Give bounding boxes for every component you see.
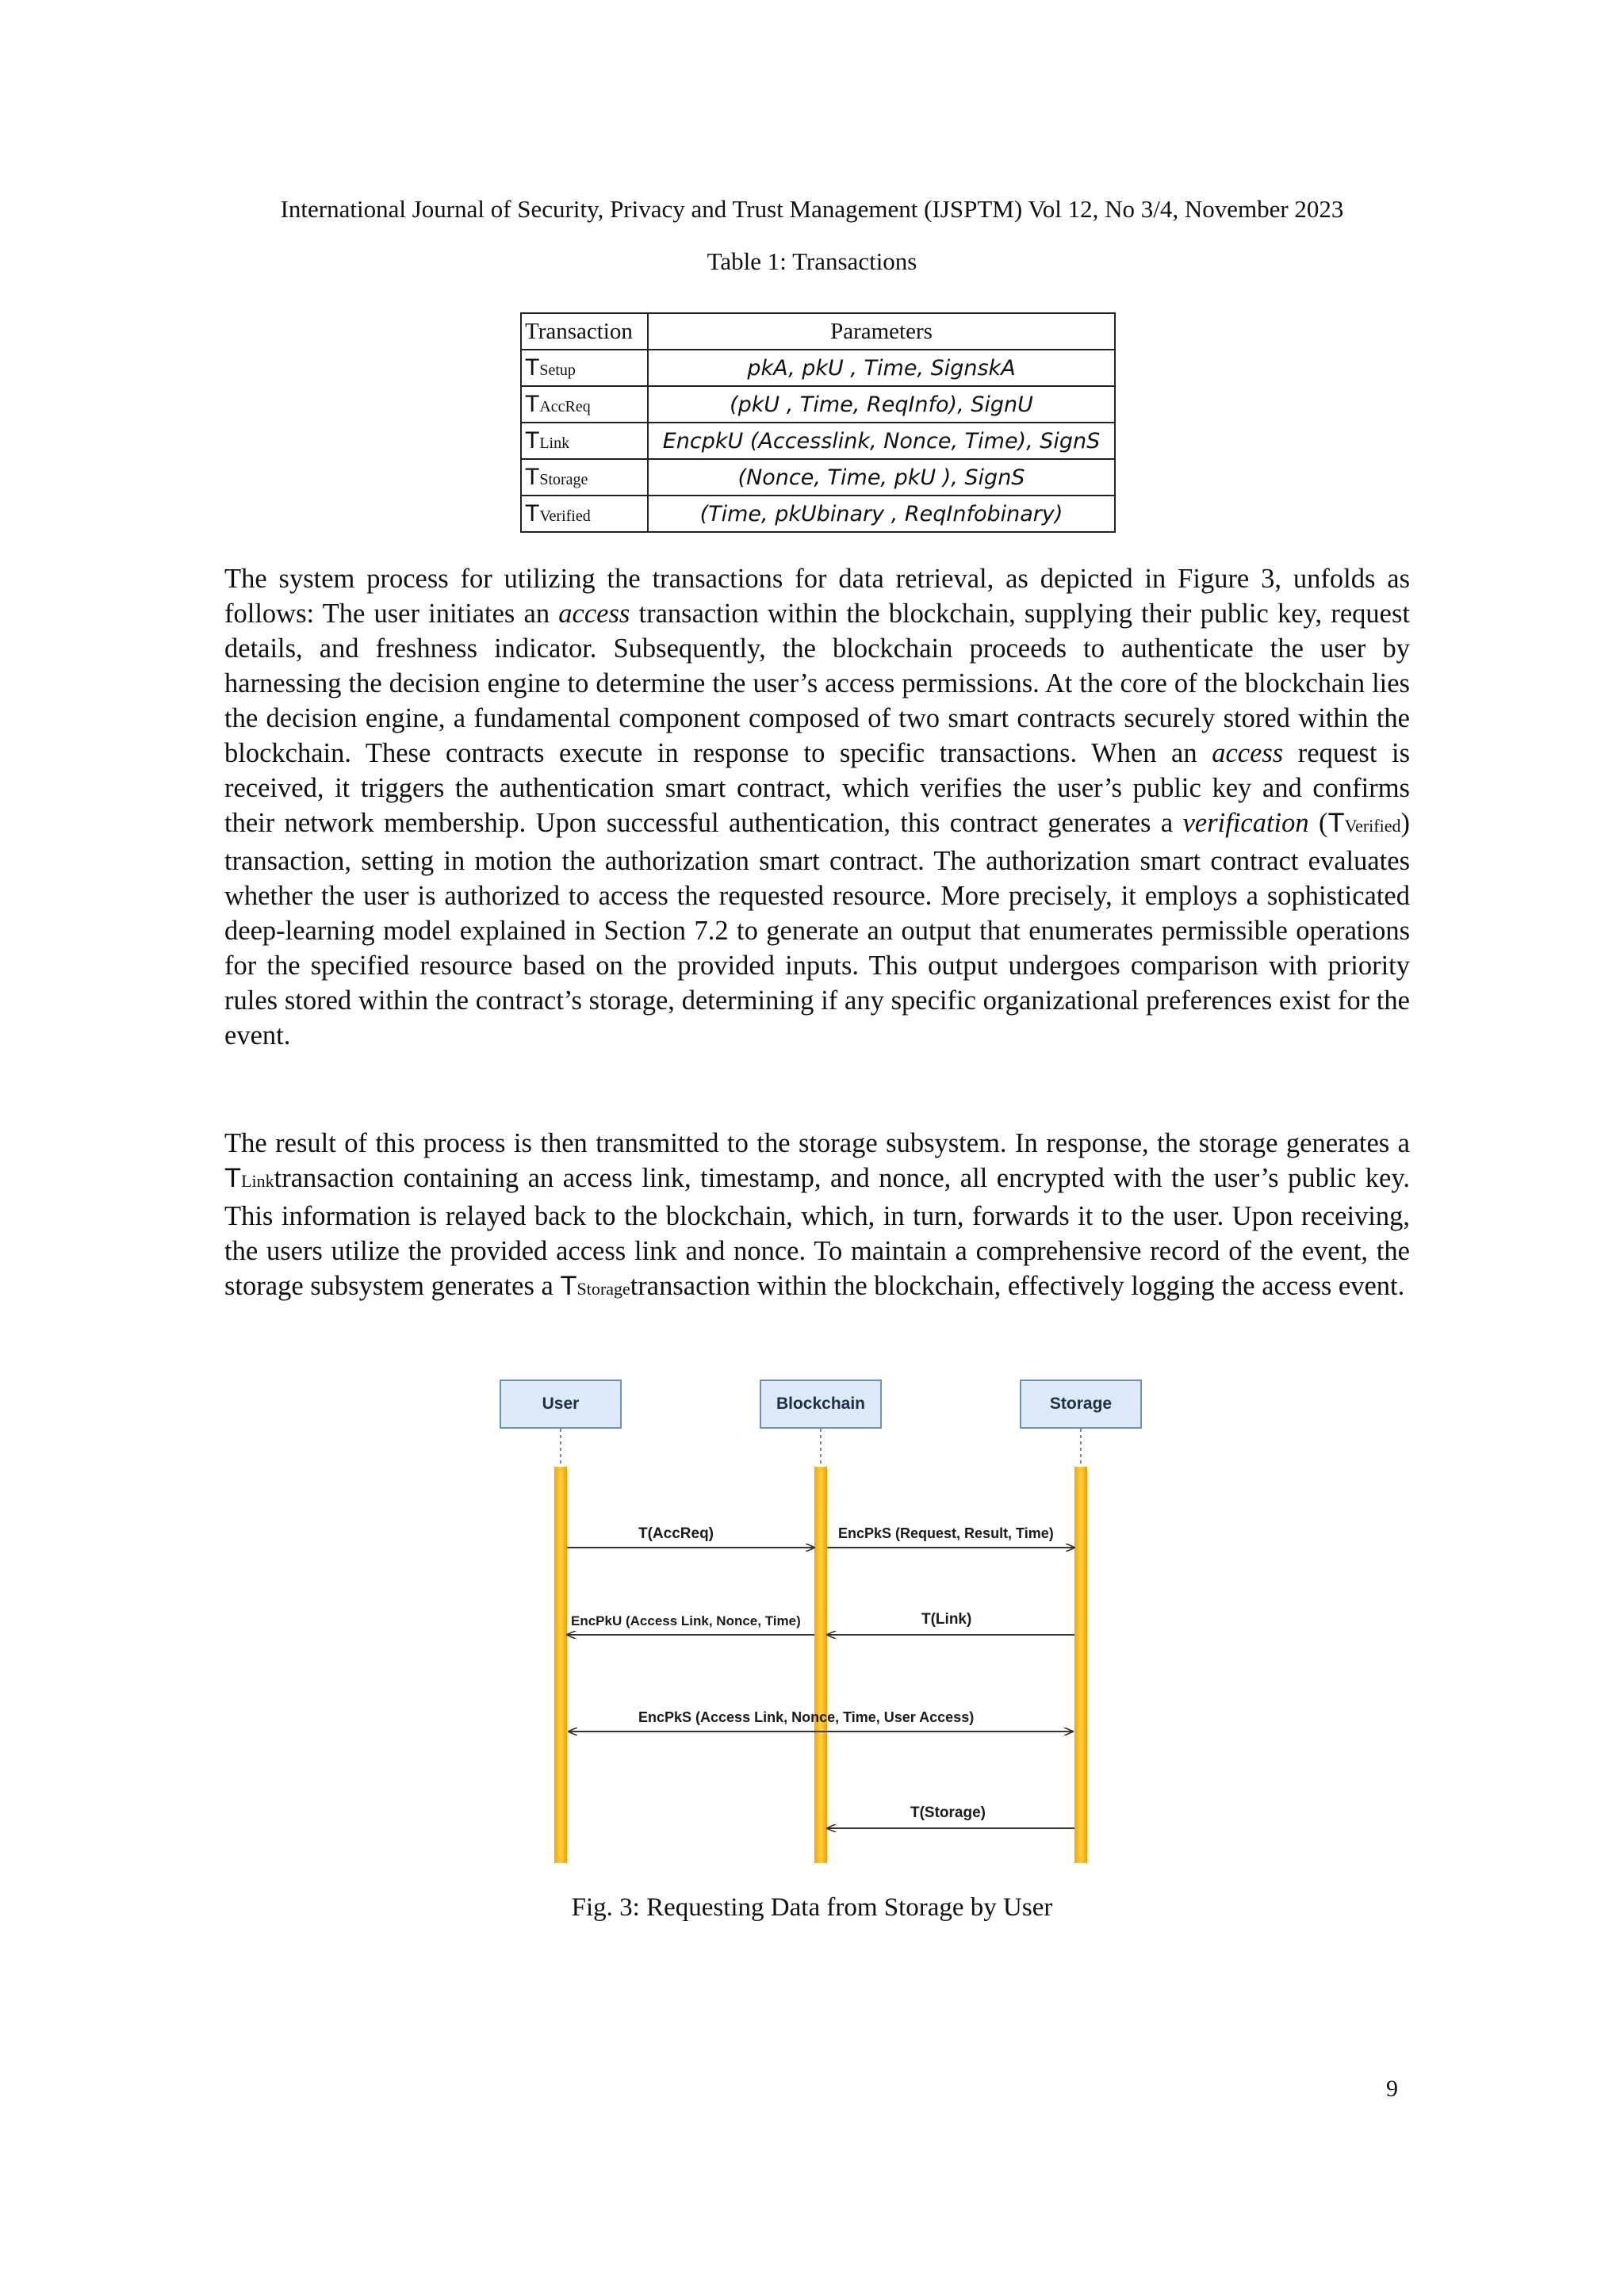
label-encpks-access: EncPkS (Access Link, Nonce, Time, User Access) bbox=[638, 1709, 975, 1725]
body-paragraph-2: The result of this process is then transmitted to the storage subsystem. In response, the storage generates a TLinktransaction containing an access link, timestamp, and nonce, all encrypted with the user’s public key. This information is relayed back to the blockchain, which, in turn, forwards it to the user. Upon receiving, the users utilize the provided access link and nonce. To maintain a comprehensive record of the event, the storage subsystem generates a TStoragetransaction within the blockchain, effectively logging the access event. bbox=[224, 1128, 1410, 1301]
table-row bbox=[521, 423, 1115, 459]
sequence-diagram bbox=[476, 1380, 1166, 1871]
table-caption: Table 1: Transactions bbox=[707, 247, 917, 275]
parameters-cell: EncpkU (Accesslink, Nonce, Time), SignS bbox=[648, 423, 1115, 459]
table-row bbox=[521, 459, 1115, 496]
actor-box-blockchain: Blockchain bbox=[760, 1380, 882, 1429]
page-number: 9 bbox=[1386, 2076, 1398, 2102]
parameters-cell: (Nonce, Time, pkU ), SignS bbox=[648, 459, 1115, 496]
label-tstorage: T(Storage) bbox=[910, 1804, 986, 1821]
journal-header: International Journal of Security, Privacy and Trust Management (IJSPTM) Vol 12, No 3/4, November 2023 bbox=[280, 195, 1344, 223]
table-header-row bbox=[521, 313, 1115, 350]
label-accreq: T(AccReq) bbox=[638, 1525, 714, 1542]
parameters-cell: (pkU , Time, ReqInfo), SignU bbox=[648, 386, 1115, 423]
col-header-parameters: Parameters bbox=[648, 313, 1115, 350]
label-encpks-request: EncPkS (Request, Result, Time) bbox=[838, 1525, 1054, 1541]
lifeline-user bbox=[554, 1467, 567, 1863]
sequence-diagram-svg bbox=[476, 1380, 1166, 1871]
table-row bbox=[521, 496, 1115, 532]
lifeline-storage bbox=[1074, 1467, 1087, 1863]
parameters-cell: (Time, pkUbinary , ReqInfobinary) bbox=[648, 496, 1115, 532]
label-tlink: T(Link) bbox=[921, 1611, 972, 1628]
lifeline-blockchain bbox=[814, 1467, 827, 1863]
transactions-table bbox=[520, 312, 1116, 533]
transaction-cell: TAccReq bbox=[521, 386, 648, 423]
transaction-cell: TStorage bbox=[521, 459, 648, 496]
actor-box-storage: Storage bbox=[1020, 1380, 1142, 1429]
figure-caption: Fig. 3: Requesting Data from Storage by User bbox=[571, 1893, 1053, 1922]
table-row bbox=[521, 386, 1115, 423]
actor-box-user: User bbox=[500, 1380, 622, 1429]
col-header-transaction: Transaction bbox=[521, 313, 648, 350]
body-paragraph-1: The system process for utilizing the transactions for data retrieval, as depicted in Figure 3, unfolds as follows: The user initiates an access transaction within the blockchain, supplying their public key, request details, and freshness indicator. Subsequently, the blockchain proceeds to authenticate the user by harnessing the decision engine to determine the user’s access permissions. At the core of the blockchain lies the decision engine, a fundamental component composed of two smart contracts securely stored within the blockchain. These contracts execute in response to specific transactions. When an access request is received, it triggers the authentication smart contract, which verifies the user’s public key and confirms their network membership. Upon successful authentication, this contract generates a verification (TVerified) transaction, setting in motion the authorization smart contract. The authorization smart contract evaluates whether the user is authorized to access the requested resource. More precisely, it employs a sophisticated deep-learning model explained in Section 7.2 to generate an output that enumerates permissible operations for the specified resource based on the provided inputs. This output undergoes comparison with priority rules stored within the contract’s storage, determining if any specific organizational preferences exist for the event. bbox=[224, 564, 1410, 1050]
transaction-cell: TLink bbox=[521, 423, 648, 459]
table-row bbox=[521, 350, 1115, 386]
transaction-cell: TSetup bbox=[521, 350, 648, 386]
parameters-cell: pkA, pkU , Time, SignskA bbox=[648, 350, 1115, 386]
label-encpku: EncPkU (Access Link, Nonce, Time) bbox=[571, 1613, 801, 1628]
transaction-cell: TVerified bbox=[521, 496, 648, 532]
